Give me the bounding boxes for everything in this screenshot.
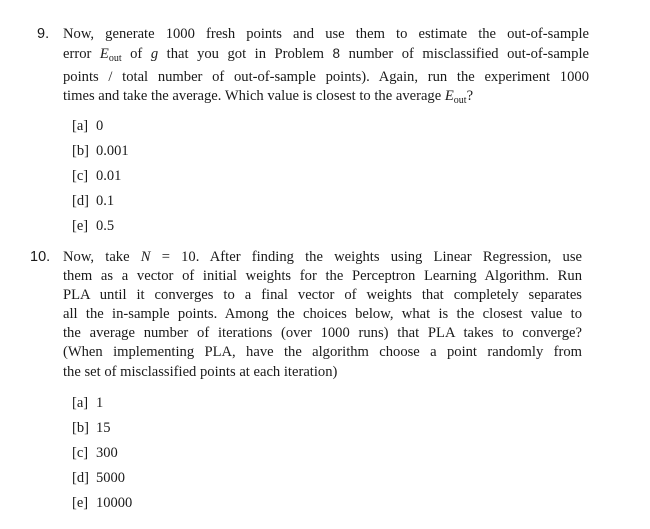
choice-value: 0.5	[96, 218, 115, 234]
choice-key: [a]	[72, 118, 89, 134]
problem-9-choices	[72, 114, 129, 239]
choice-value: 1	[96, 395, 104, 411]
choice-key: [a]	[72, 395, 89, 411]
choice-item[interactable]	[72, 164, 129, 189]
text-fragment: error	[63, 46, 100, 63]
choice-item[interactable]	[72, 139, 129, 164]
choice-value: 0.001	[96, 143, 129, 159]
choice-key: [e]	[72, 495, 89, 511]
problem-10-line-6: (When implementing PLA, have the algorithm choose a point randomly from	[63, 344, 582, 361]
choice-value: 300	[96, 445, 118, 461]
choice-value: 15	[96, 420, 111, 436]
problem-9-line-4	[63, 87, 589, 110]
choice-item[interactable]	[72, 416, 132, 441]
problem-9-line-1: Now, generate 1000 fresh points and use them to estimate the out-of-sample	[63, 26, 589, 42]
choice-value: 0.01	[96, 168, 122, 184]
choice-value: 5000	[96, 470, 125, 486]
choice-item[interactable]	[72, 214, 129, 239]
problem-10-number: 10.	[30, 249, 51, 265]
problem-10-line-3: PLA until it converges to a final vector of weights that completely separates	[63, 287, 582, 304]
problem-10-line-4: all the in-sample points. Among the choices below, what is the closest value to	[63, 306, 582, 323]
problem-9-number: 9.	[37, 26, 50, 42]
problem-10-text	[63, 248, 582, 382]
choice-key: [e]	[72, 218, 89, 234]
problem-10-choices	[72, 391, 132, 516]
choice-item[interactable]	[72, 391, 132, 416]
choice-key: [b]	[72, 143, 89, 159]
problem-9-line-3: points / total number of out-of-sample points). Again, run the experiment 1000	[63, 69, 589, 86]
choice-key: [c]	[72, 445, 89, 461]
text-fragment: times and take the average. Which value is closest to the average	[63, 88, 445, 105]
choice-value: 0.1	[96, 193, 115, 209]
text-fragment: of	[121, 46, 151, 63]
choice-key: [c]	[72, 168, 89, 184]
eout-subscript: out	[108, 53, 122, 65]
choice-item[interactable]	[72, 114, 129, 139]
text-fragment: that you got in Problem	[158, 46, 333, 63]
problem-reference: 8	[332, 46, 341, 62]
n-symbol: N	[140, 249, 151, 265]
choice-key: [d]	[72, 470, 89, 486]
problem-9-line-2	[63, 44, 589, 68]
choice-value: 0	[96, 118, 104, 134]
eout-subscript: out	[453, 95, 467, 107]
eout-symbol: E	[99, 46, 109, 63]
choice-item[interactable]	[72, 466, 132, 491]
g-symbol: g	[150, 46, 159, 63]
problem-9-text	[63, 25, 589, 110]
text-fragment: = 10. After finding the weights using Linear Regression, use	[150, 249, 582, 265]
text-fragment: number of misclassified out-of-sample	[340, 46, 589, 63]
problem-10-line-1	[63, 248, 582, 267]
choice-key: [b]	[72, 420, 89, 436]
choice-value: 10000	[96, 495, 133, 511]
problem-10-line-7: the set of misclassified points at each iteration)	[63, 363, 338, 380]
eout-symbol: E	[444, 88, 454, 105]
choice-item[interactable]	[72, 189, 129, 214]
choice-item[interactable]	[72, 441, 132, 466]
problem-10-line-2: them as a vector of initial weights for the Perceptron Learning Algorithm. Run	[63, 268, 582, 285]
choice-item[interactable]	[72, 491, 132, 516]
text-fragment: Now, take	[63, 249, 141, 265]
problem-10-line-5: the average number of iterations (over 1000 runs) that PLA takes to converge?	[63, 325, 582, 342]
text-fragment: ?	[466, 88, 474, 105]
choice-key: [d]	[72, 193, 89, 209]
